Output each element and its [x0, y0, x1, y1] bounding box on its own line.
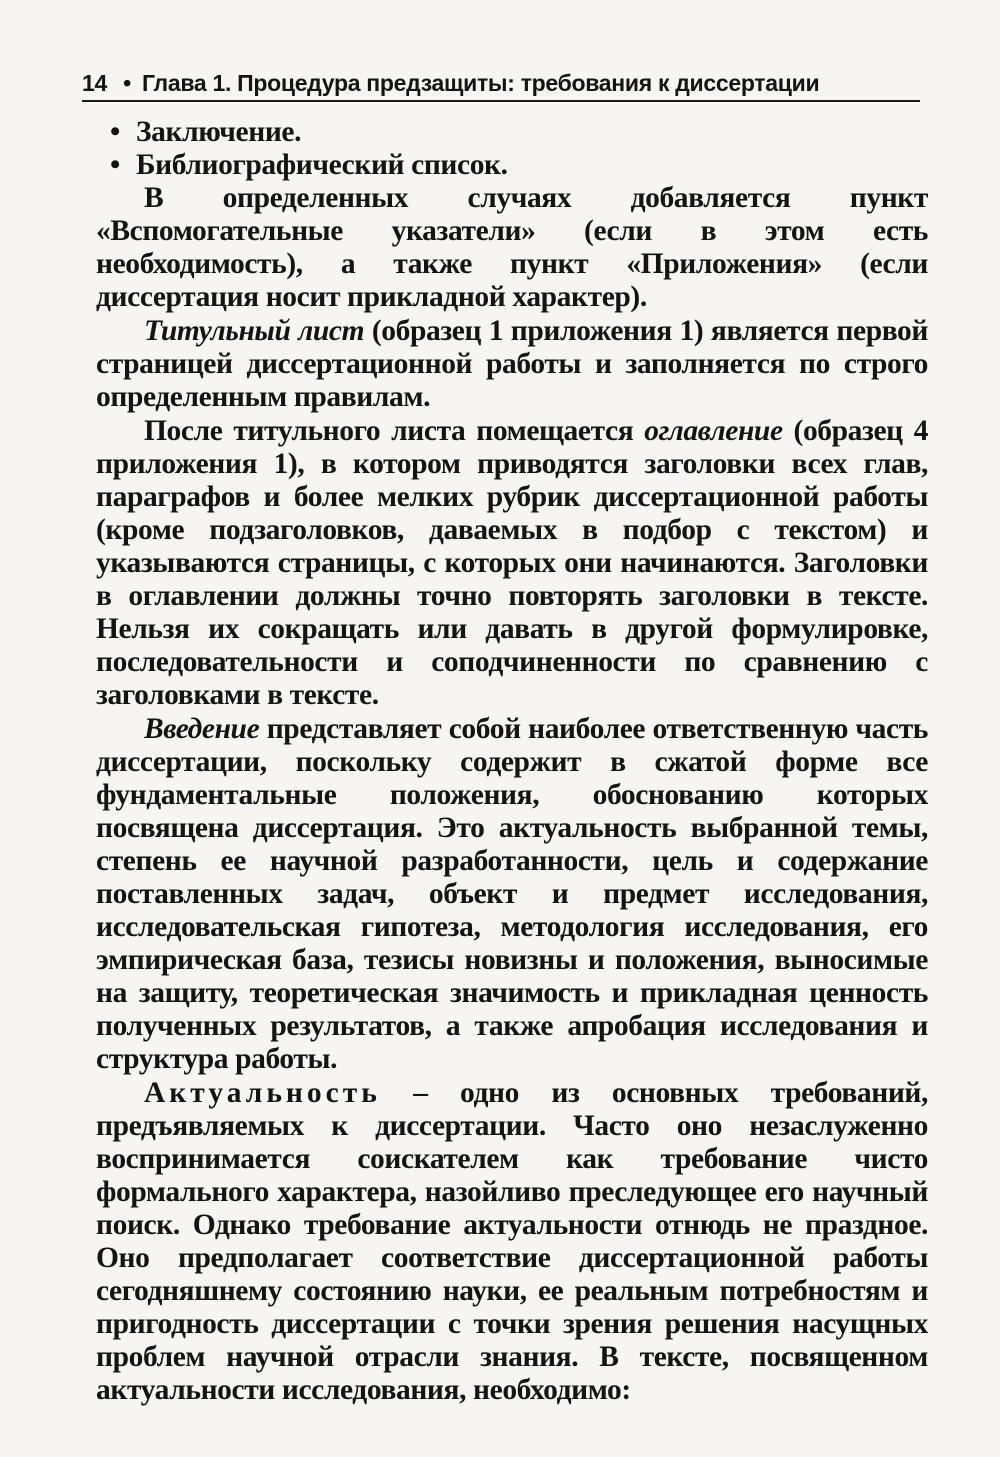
- paragraph-text: (образец 4 приложения 1), в котором приводятся заголовки всех глав, параграфов и более мелких рубрик диссертационной работы (кроме подзаголовков, даваемых в подбор с текстом) и указываются страницы, с которых они начинаются. Заголовки в оглавлении должны точно повторять заголовки в тексте. Нельзя их сокращать или давать в другой формулировке, последовательности и соподчиненности по сравнению с заголовками в тексте.: [96, 415, 929, 711]
- term-contents: оглавление: [644, 415, 783, 447]
- header-rule: [82, 100, 920, 102]
- term-relevance: Актуальность: [144, 1077, 381, 1109]
- paragraph: [96, 182, 928, 314]
- list-item: [96, 116, 928, 149]
- list-item-text: Заключение.: [136, 116, 302, 148]
- paragraph-text: – одно из основных требований, предъявляемых к диссертации. Часто оно незаслуженно воспринимается соискателем как требование чисто формального характера, назойливо преследующее его научный поиск. Однако требование актуальности отнюдь не праздное. Оно предполагает соответствие диссертационной работы сегодняшнему состоянию науки, ее реальным потребностям и пригодность диссертации с точки зрения решения насущных проблем научной отрасли знания. В тексте, посвященном актуальности исследования, необходимо:: [96, 1077, 928, 1406]
- paragraph-text: В определенных случаях добавляется пункт «Вспомогательные указатели» (если в этом есть необходимость), а также пункт «Приложения» (если диссертация носит прикладной характер).: [96, 182, 928, 313]
- bullet-icon: •: [110, 149, 120, 181]
- term-title-page: Титульный лист: [144, 315, 365, 347]
- header-separator: •: [123, 70, 131, 96]
- running-header: [82, 70, 920, 97]
- paragraph: [96, 415, 928, 712]
- list-item-text: Библиографический список.: [136, 149, 508, 181]
- list-item: [96, 149, 928, 182]
- page-body: [96, 116, 928, 1407]
- page-number: 14: [82, 70, 107, 96]
- paragraph-text: (образец 1 приложения 1) является первой страницей диссертационной работы и заполняется по строго определенным правилам.: [96, 315, 928, 413]
- bullet-icon: •: [110, 116, 120, 148]
- term-introduction: Введение: [144, 713, 260, 745]
- paragraph: [96, 713, 928, 1076]
- chapter-title: Глава 1. Процедура предзащиты: требования к диссертации: [141, 70, 820, 96]
- paragraph: [96, 1077, 928, 1407]
- paragraph-text: После титульного листа помещается: [144, 415, 645, 447]
- paragraph: [96, 315, 928, 414]
- paragraph-text: представляет собой наиболее ответственную часть диссертации, поскольку содержит в сжатой форме все фундаментальные положения, обоснованию которых посвящена диссертация. Это актуальность выбранной темы, степень ее научной разработанности, цель и содержание поставленных задач, объект и предмет исследования, исследовательская гипотеза, методология исследования, его эмпирическая база, тезисы новизны и положения, выносимые на защиту, теоретическая значимость и прикладная ценность полученных результатов, а также апробация исследования и структура работы.: [96, 713, 928, 1075]
